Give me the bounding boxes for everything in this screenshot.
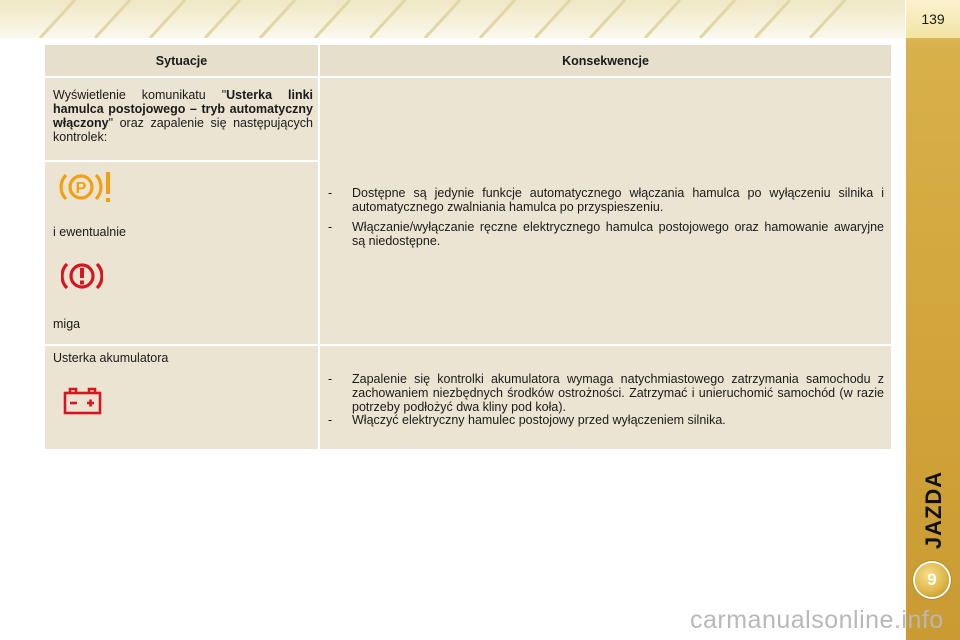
row1-consequence-2: - Włączanie/wyłączanie ręczne elektrycznego hamulca postojowego oraz hamowanie awaryjne są niedostępne. — [328, 220, 884, 248]
top-decorative-band — [0, 0, 905, 38]
page-number: 139 — [921, 11, 945, 27]
svg-text:P: P — [75, 180, 87, 197]
row1-situation-text: Wyświetlenie komunikatu "Usterka linki hamulca postojowego – tryb automatyczny włączony" oraz zapalenie się następujących kontrolek: — [53, 88, 314, 144]
row2-consequence-2: - Włączyć elektryczny hamulec postojowy przed wyłączeniem silnika. — [328, 413, 726, 427]
brake-warning-icon — [61, 259, 103, 293]
column-divider — [318, 45, 320, 449]
parking-brake-warning-icon — [59, 170, 119, 204]
section-title-text: JAZDA — [921, 470, 946, 550]
section-title — [915, 470, 953, 550]
chapter-number: 9 — [927, 570, 937, 589]
flashing-text: miga — [53, 317, 81, 331]
header-divider — [45, 76, 891, 78]
watermark: carmanualsonline.info — [690, 606, 944, 634]
row2-consequence-1: - Zapalenie się kontrolki akumulatora wymaga natychmiastowego zatrzymania samochodu z zachowaniem niezbędnych środków ostrożności. Zatrzymać i unieruchomić samochód (w razie potrzeby podłożyć dwa kliny pod koła). — [328, 372, 884, 414]
battery-fault-label: Usterka akumulatora — [53, 351, 169, 365]
warnings-table — [45, 45, 891, 449]
row1-consequence-1: - Dostępne są jedynie funkcje automatycznego włączania hamulca po wyłączeniu silnika i automatycznego zwalniania hamulca po przyspieszeniu. — [328, 186, 884, 214]
chapter-badge — [915, 563, 949, 597]
header-situations: Sytuacje — [45, 45, 318, 76]
header-consequences: Konsekwencje — [320, 45, 891, 76]
battery-icon — [63, 387, 103, 415]
and-possibly-text: i ewentualnie — [53, 225, 126, 239]
warning-message: Usterka linki hamulca postojowego – tryb automatyczny włączony — [53, 88, 314, 130]
row1-inner-divider — [45, 160, 318, 162]
row-divider — [45, 344, 891, 346]
